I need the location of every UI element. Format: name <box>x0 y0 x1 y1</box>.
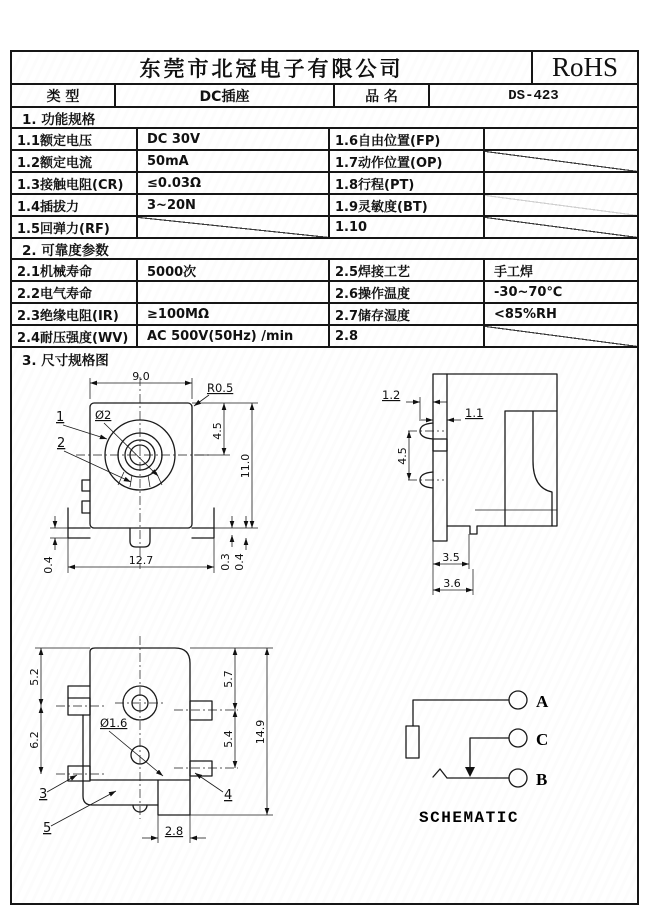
terminal-a-label: A <box>536 692 549 711</box>
spec-label: 2.1机械寿命 <box>12 260 138 280</box>
drawing-area <box>12 369 637 903</box>
spec-value-empty <box>138 217 330 237</box>
section1-title: 1. 功能规格 <box>12 108 637 129</box>
spec-value: 5000次 <box>138 260 330 280</box>
spec-label: 2.8 <box>330 326 485 346</box>
company-title: 东莞市北冠电子有限公司 <box>139 56 404 81</box>
bottom-view-drawing <box>28 636 273 843</box>
dim-front-center-depth: 4.5 <box>211 422 224 440</box>
table-row <box>12 282 637 304</box>
spec-label: 1.2额定电流 <box>12 151 138 171</box>
spec-value: -30~70℃ <box>494 284 563 300</box>
callout-3: 3 <box>39 787 48 802</box>
dim-bottom-small-hole: Ø1.6 <box>100 716 128 730</box>
spec-value: 3~20N <box>138 195 330 215</box>
spec-label: 1.1额定电压 <box>12 129 138 149</box>
table-row <box>12 195 637 217</box>
spec-label: 1.8行程(PT) <box>330 173 485 193</box>
spec-label: 2.3绝缘电阻(IR) <box>12 304 138 324</box>
terminal-c-label: C <box>536 730 549 749</box>
spec-value-empty <box>138 282 330 302</box>
type-label: 类 型 <box>12 85 116 106</box>
spec-value: 手工焊 <box>494 264 534 280</box>
dim-bottom-right-upper: 5.7 <box>222 670 235 688</box>
callout-1: 1 <box>56 410 65 425</box>
datasheet-page <box>10 50 639 905</box>
type-value: DC插座 <box>116 85 335 106</box>
dim-front-body-height: 11.0 <box>239 453 252 479</box>
terminal-b-label: B <box>536 770 548 789</box>
dim-bottom-right-lower: 5.4 <box>222 730 235 748</box>
spec-value-empty <box>485 326 637 346</box>
side-view-drawing <box>382 374 557 595</box>
dim-side-panel-thickness: 1.1 <box>465 406 484 420</box>
dim-front-bottom-width: 12.7 <box>128 554 154 567</box>
spec-label: 1.5回弹力(RF) <box>12 217 138 237</box>
spec-label: 1.6自由位置(FP) <box>330 129 485 149</box>
spec-label: 1.3接触电阻(CR) <box>12 173 138 193</box>
table-row <box>12 326 637 348</box>
spec-value: <85%RH <box>494 306 557 322</box>
spec-value-empty <box>485 195 637 215</box>
dim-front-top-width: 9.0 <box>132 370 150 383</box>
table-row <box>12 217 637 239</box>
spec-value <box>485 173 637 193</box>
dim-bottom-left-lower: 6.2 <box>28 731 41 749</box>
spec-value: ≥100MΩ <box>138 304 330 324</box>
rohs-mark: RoHS <box>531 52 637 83</box>
spec-value: AC 500V(50Hz) /min <box>138 326 330 346</box>
dim-front-foot-b: 0.4 <box>233 553 246 571</box>
dim-side-pin-pitch: 4.5 <box>396 447 409 465</box>
spec-label: 2.7储存湿度 <box>330 304 485 324</box>
spec-label: 2.2电气寿命 <box>12 282 138 302</box>
dim-front-pin-hole: Ø2 <box>95 408 112 422</box>
section2-title: 2. 可靠度参数 <box>12 239 637 260</box>
spec-label: 2.6操作温度 <box>330 282 485 302</box>
section3-title: 3. 尺寸规格图 <box>22 352 109 369</box>
dim-front-foot-left: 0.4 <box>42 556 55 574</box>
spec-label: 2.4耐压强度(WV) <box>12 326 138 346</box>
part-name-value: DS-423 <box>508 87 559 104</box>
dim-front-corner-radius: R0.5 <box>207 381 234 395</box>
schematic-caption: SCHEMATIC <box>419 809 519 827</box>
front-view-drawing <box>42 370 258 574</box>
part-name-label: 品 名 <box>335 85 430 106</box>
header-row <box>12 52 637 85</box>
table-row <box>12 173 637 195</box>
dim-front-foot-a: 0.3 <box>219 553 232 571</box>
dim-bottom-tab-width: 2.8 <box>164 824 184 838</box>
table-row <box>12 151 637 173</box>
spec-value-empty <box>485 151 637 171</box>
dim-bottom-left-upper: 5.2 <box>28 668 41 686</box>
spec-value: DC 30V <box>138 129 330 149</box>
spec-label: 1.4插拔力 <box>12 195 138 215</box>
callout-5: 5 <box>43 821 52 836</box>
spec-value: 50mA <box>138 151 330 171</box>
dim-side-foot-inner: 3.5 <box>442 551 460 564</box>
spec-value <box>485 129 637 149</box>
dimension-drawings <box>12 369 637 882</box>
spec-value-empty <box>485 217 637 237</box>
spec-label: 1.7动作位置(OP) <box>330 151 485 171</box>
table-row <box>12 129 637 151</box>
spec-label: 1.10 <box>330 217 485 237</box>
table-row <box>12 304 637 326</box>
spec-label: 1.9灵敏度(BT) <box>330 195 485 215</box>
type-row <box>12 85 637 108</box>
callout-4: 4 <box>224 788 233 803</box>
spec-value: ≤0.03Ω <box>138 173 330 193</box>
dim-side-pin-offset: 1.2 <box>382 388 401 402</box>
callout-2: 2 <box>57 436 66 451</box>
schematic-diagram <box>406 691 549 827</box>
dim-side-foot-outer: 3.6 <box>443 577 461 590</box>
spec-label: 2.5焊接工艺 <box>330 260 485 280</box>
dim-bottom-total-depth: 14.9 <box>254 719 267 745</box>
table-row <box>12 260 637 282</box>
